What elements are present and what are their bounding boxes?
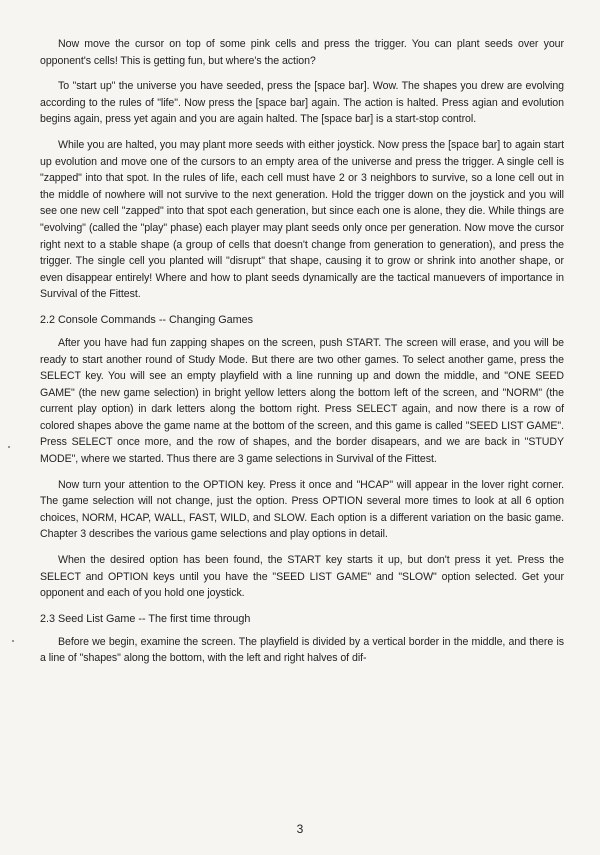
page-content bbox=[40, 36, 564, 676]
scan-speck bbox=[8, 446, 10, 448]
paragraph: To "start up" the universe you have seeded, press the [space bar]. Wow. The shapes you drew are evolving according to the rules of "life". Now press the [space bar] again. The action is halted. Press agian and evolution begins again, press yet again and you are again halted. The [space bar] is a start-stop control. bbox=[40, 80, 564, 126]
paragraph: Now turn your attention to the OPTION key. Press it once and "HCAP" will appear in the lover right corner. The game selection will not change, just the option. Press OPTION several more times to look at all 6 option choices, NORM, HCAP, WALL, FAST, WILD, and SLOW. Each option is a different variation on the basic game. Chapter 3 describes the various game selections and play options in detail. bbox=[40, 478, 564, 541]
paragraph: When the desired option has been found, the START key starts it up, but don't press it yet. Press the SELECT and OPTION keys until you have the "SEED LIST GAME" and "SLOW" option selected. Get your opponent and each of you hold one joystick. bbox=[40, 554, 564, 600]
section-heading-2-2: 2.2 Console Commands -- Changing Games bbox=[40, 313, 254, 326]
paragraph: Now move the cursor on top of some pink cells and press the trigger. You can plant seeds over your opponent's cells! This is getting fun, but where's the action? bbox=[40, 38, 564, 67]
paragraph: While you are halted, you may plant more seeds with either joystick. Now press the [space bar] to again start up evolution and move one of the cursors to an empty area of the universe and press the trigger. A single cell is "zapped" into that spot. In the rules of life, each cell must have 2 or 3 neighbors to survive, so a lone cell out in the middle of nowhere will not survive to the next generation. Hold the trigger down on the joystick and you will see one new cell "zapped" into that spot each generation, but since each one is alone, they die. While things are "evolving" (called the "play" phase) each player may plant seeds only once per generation. Now move the cursor right next to a stable shape (a group of cells that doesn't change from generation to generation), and press the trigger. The single cell you planted will "disrupt" that shape, causing it to grow or shrink into another shape, or even disappear entirely! Where and how to plant seeds dynamically are the tactical manuevers of importance in Survival of the Fittest. bbox=[40, 138, 564, 301]
section-heading-2-3: 2.3 Seed List Game -- The first time through bbox=[40, 612, 251, 625]
paragraph: After you have had fun zapping shapes on the screen, push START. The screen will erase, and you will be ready to start another round of Study Mode. But there are two other games. To select another game, press the SELECT key. You will see an empty playfield with a line running up and down the middle, and "ONE SEED GAME" (the new game selection) in bright yellow letters along the bottom left of the screen, and "NORM" (the current play option) in dark letters along the bottom right. Press SELECT again, and now there is a row of colored shapes above the game name at the bottom of the screen, and this game is called "SEED LIST GAME". Press SELECT once more, and the row of shapes, and the border disapears, and we are back in "STUDY MODE", where we started. Thus there are 3 game selections in Survival of the Fittest. bbox=[40, 336, 564, 466]
paragraph: Before we begin, examine the screen. The playfield is divided by a vertical border in the middle, and there is a line of "shapes" along the bottom, with the left and right halves of dif- bbox=[40, 635, 564, 665]
scan-speck bbox=[12, 640, 14, 642]
page-number: 3 bbox=[296, 822, 304, 836]
